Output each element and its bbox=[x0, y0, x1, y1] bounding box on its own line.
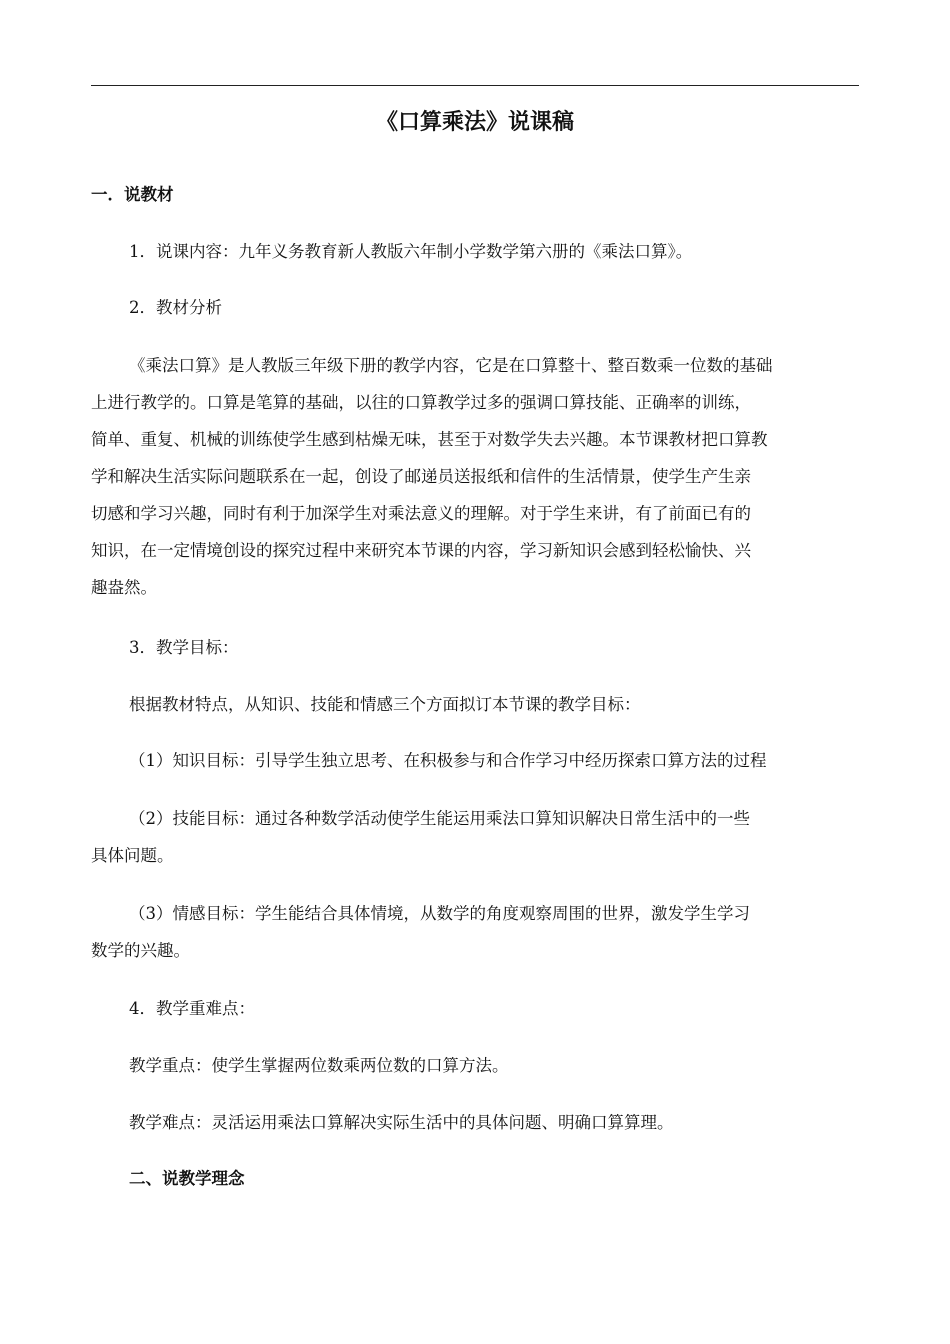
item-teaching-goals: 3．教学目标： bbox=[129, 638, 239, 657]
analysis-line: 学和解决生活实际问题联系在一起，创设了邮递员送报纸和信件的生活情景，使学生产生亲 bbox=[91, 467, 751, 486]
item-key-difficult-points: 4．教学重难点： bbox=[129, 999, 255, 1018]
difficult-point: 教学难点：灵活运用乘法口算解决实际生活中的具体问题、明确口算算理。 bbox=[129, 1113, 674, 1132]
item-textbook-analysis: 2．教材分析 bbox=[129, 298, 222, 317]
goal-emotion-line: （3）情感目标：学生能结合具体情境，从数学的角度观察周围的世界，激发学生学习 bbox=[129, 904, 750, 923]
section-heading-teaching-philosophy: 二、说教学理念 bbox=[129, 1169, 245, 1188]
goal-skill-line: 具体问题。 bbox=[91, 846, 174, 865]
analysis-line: 《乘法口算》是人教版三年级下册的教学内容，它是在口算整十、整百数乘一位数的基础 bbox=[129, 356, 773, 375]
analysis-line: 切感和学习兴趣，同时有利于加深学生对乘法意义的理解。对于学生来讲，有了前面已有的 bbox=[91, 504, 751, 523]
analysis-line: 知识，在一定情境创设的探究过程中来研究本节课的内容，学习新知识会感到轻松愉快、兴 bbox=[91, 541, 751, 560]
analysis-line: 简单、重复、机械的训练使学生感到枯燥无味，甚至于对数学失去兴趣。本节课教材把口算教 bbox=[91, 430, 768, 449]
goal-knowledge: （1）知识目标：引导学生独立思考、在积极参与和合作学习中经历探索口算方法的过程 bbox=[129, 751, 767, 770]
goal-emotion-paragraph bbox=[91, 895, 859, 969]
goal-skill-paragraph bbox=[91, 800, 859, 874]
header-rule bbox=[91, 85, 859, 86]
section-heading-textbook: 一．说教材 bbox=[91, 185, 174, 204]
goal-emotion-line: 数学的兴趣。 bbox=[91, 941, 190, 960]
goals-intro: 根据教材特点，从知识、技能和情感三个方面拟订本节课的教学目标： bbox=[129, 695, 641, 714]
document-title: 《口算乘法》说课稿 bbox=[375, 109, 574, 135]
item-lesson-content: 1．说课内容：九年义务教育新人教版六年制小学数学第六册的《乘法口算》。 bbox=[129, 242, 693, 261]
goal-skill-line: （2）技能目标：通过各种数学活动使学生能运用乘法口算知识解决日常生活中的一些 bbox=[129, 809, 750, 828]
analysis-line: 趣盎然。 bbox=[91, 578, 157, 597]
analysis-line: 上进行教学的。口算是笔算的基础，以往的口算教学过多的强调口算技能、正确率的训练， bbox=[91, 393, 751, 412]
analysis-paragraph bbox=[91, 347, 859, 606]
key-point: 教学重点：使学生掌握两位数乘两位数的口算方法。 bbox=[129, 1056, 509, 1075]
